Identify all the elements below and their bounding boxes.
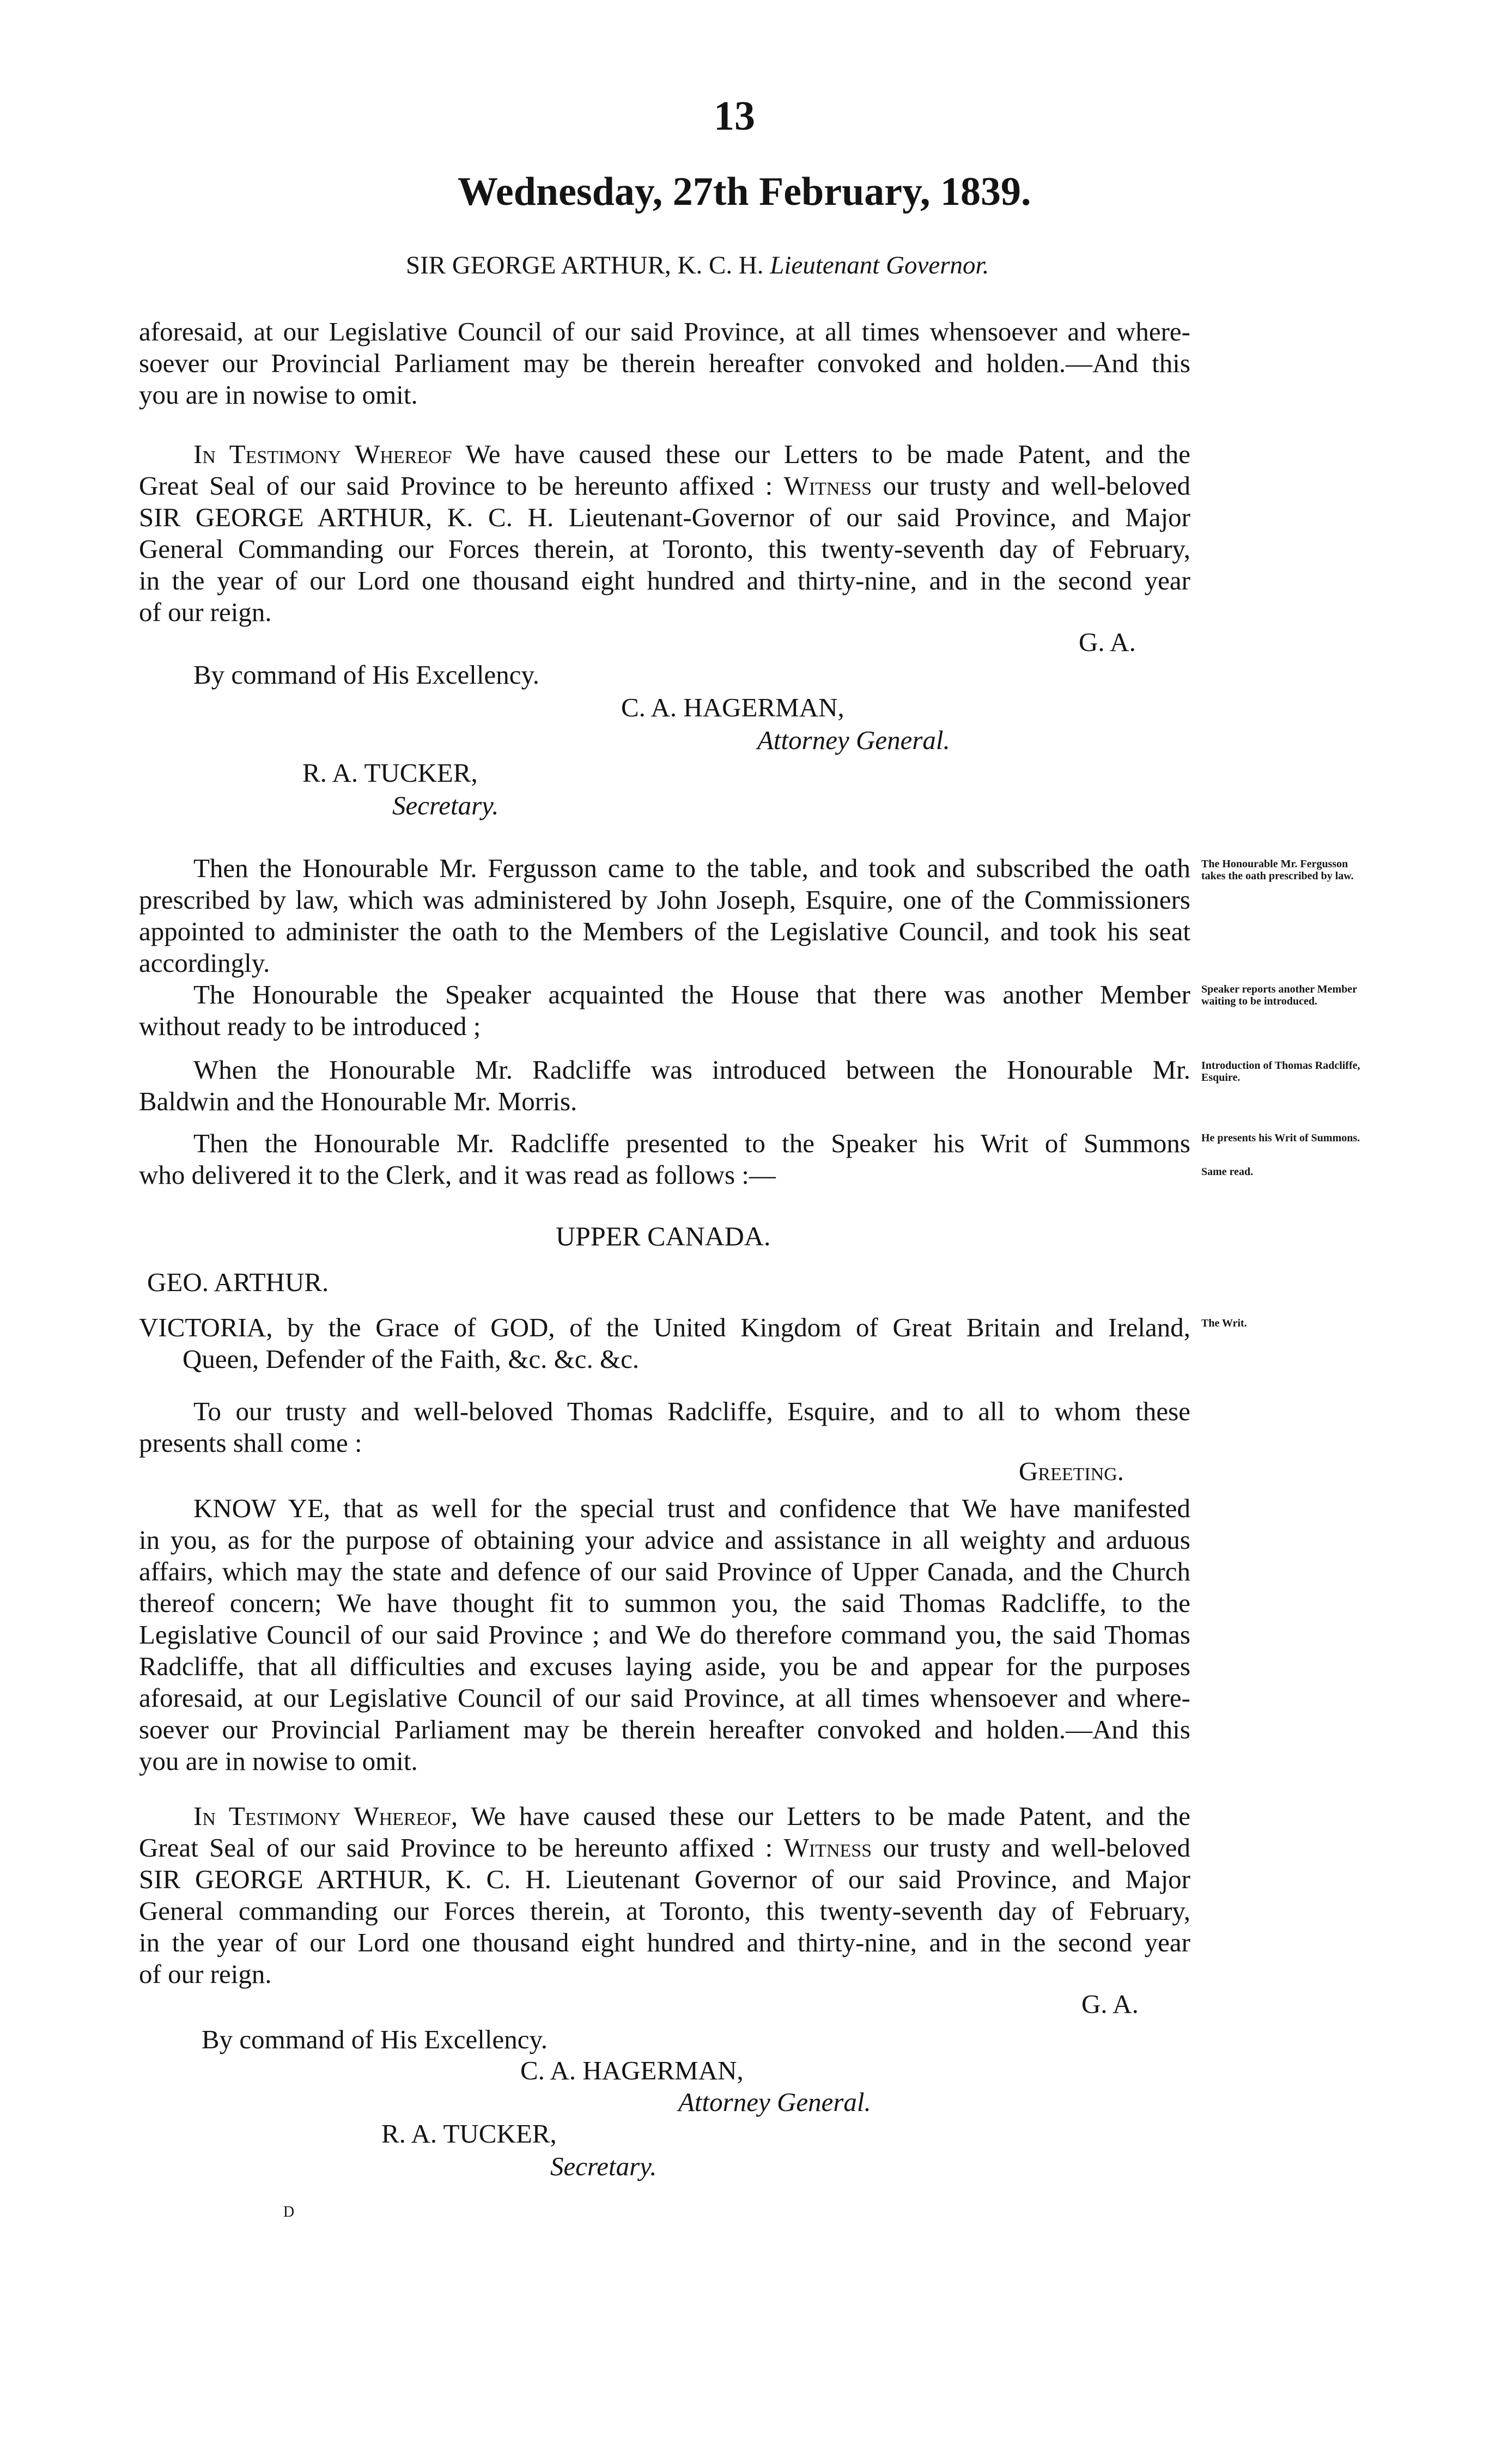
proceedings-line-9: Then the Honourable Mr. Radcliffe presented to the Speaker his Writ of Summons: [193, 1128, 1190, 1158]
proceedings-line-6: without ready to be introduced ;: [139, 1011, 481, 1041]
first-block-line-1: aforesaid, at our Legislative Council of our said Province, at all times whensoever and where-: [139, 317, 1190, 346]
writ-know-line-4: thereof concern; We have thought fit to summon you, the said Thomas Radcliffe, to the: [139, 1588, 1190, 1618]
writ-testimony-line-5: in the year of our Lord one thousand eight hundred and thirty-nine, and in the second year: [139, 1927, 1190, 1957]
first-initials: G. A.: [1079, 627, 1136, 657]
writ-secretary-name: R. A. TUCKER,: [381, 2119, 557, 2149]
writ-know-line-8: soever our Provincial Parliament may be therein hereafter convoked and holden.—And this: [139, 1714, 1190, 1744]
writ-to-line-1: To our trusty and well-beloved Thomas Radcliffe, Esquire, and to all to whom these: [193, 1396, 1190, 1426]
writ-know-line-5: Legislative Council of our said Province ; and We do therefore command you, the said Thomas: [139, 1620, 1190, 1650]
first-attorney-title: Attorney General.: [757, 725, 950, 755]
writ-attorney-name: C. A. HAGERMAN,: [520, 2055, 744, 2085]
first-testimony-line-2: [139, 470, 1190, 501]
proceedings-line-5: The Honourable the Speaker acquainted the House that there was another Member: [193, 979, 1190, 1009]
signature-mark: D: [283, 2204, 295, 2220]
proceedings-line-3: appointed to administer the oath to the Members of the Legislative Council, and took his seat: [139, 916, 1190, 946]
first-by-command: By command of His Excellency.: [193, 660, 540, 690]
writ-witness-label: Witness: [783, 1833, 872, 1863]
first-testimony-line-3: SIR GEORGE ARTHUR, K. C. H. Lieutenant-Governor of our said Province, and Major: [139, 502, 1190, 532]
margin-note-introduction: Introduction of Thomas Radcliffe, Esquire.: [1201, 1060, 1360, 1084]
writ-testimony-line-1: [193, 1800, 1190, 1832]
writ-testimony-text: Great Seal of our said Province to be hereunto affixed :: [139, 1833, 773, 1863]
first-testimony-line-5: in the year of our Lord one thousand eight hundred and thirty-nine, and in the second year: [139, 565, 1190, 595]
testimony-label: In Testimony Whereof: [193, 439, 452, 469]
margin-note-same-read: Same read.: [1201, 1166, 1254, 1178]
margin-note-speaker: Speaker reports another Member waiting to be introduced.: [1201, 983, 1357, 1007]
presiding-line: [406, 251, 989, 280]
writ-attorney-title: Attorney General.: [678, 2087, 871, 2117]
presiding-name: SIR GEORGE ARTHUR, K. C. H.: [406, 251, 764, 279]
witness-label: Witness: [783, 471, 872, 501]
first-attorney-name: C. A. HAGERMAN,: [621, 692, 844, 722]
writ-testimony-label: In Testimony Whereof,: [193, 1801, 458, 1831]
first-secretary-name: R. A. TUCKER,: [302, 758, 478, 788]
writ-victoria-line-1: VICTORIA, by the Grace of GOD, of the United Kingdom of Great Britain and Ireland,: [139, 1312, 1190, 1342]
writ-testimony-line-3: SIR GEORGE ARTHUR, K. C. H. Lieutenant Governor of our said Province, and Major: [139, 1864, 1190, 1894]
testimony-text: We have caused these our Letters to be made Patent, and the: [465, 439, 1190, 469]
writ-know-line-9: you are in nowise to omit.: [139, 1746, 418, 1776]
writ-testimony-line-2: [139, 1832, 1190, 1863]
writ-know-line-7: aforesaid, at our Legislative Council of our said Province, at all times whensoever and where-: [139, 1683, 1190, 1713]
writ-know-line-2: in you, as for the purpose of obtaining your advice and assistance in all weighty and arduous: [139, 1525, 1190, 1555]
writ-know-line-3: affairs, which may the state and defence of our said Province of Upper Canada, and the Church: [139, 1556, 1190, 1586]
proceedings-line-4: accordingly.: [139, 948, 270, 978]
date-heading: Wednesday, 27th February, 1839.: [458, 169, 1031, 214]
writ-heading: UPPER CANADA.: [556, 1221, 771, 1251]
first-testimony-line-4: General Commanding our Forces therein, at Toronto, this twenty-seventh day of February,: [139, 534, 1190, 564]
first-testimony-line-6: of our reign.: [139, 597, 272, 627]
proceedings-line-10: who delivered it to the Clerk, and it was read as follows :—: [139, 1160, 776, 1190]
writ-testimony-line-4: General commanding our Forces therein, at Toronto, this twenty-seventh day of February,: [139, 1896, 1190, 1926]
writ-testimony-text: We have caused these our Letters to be made Patent, and the: [471, 1801, 1190, 1831]
first-secretary-title: Secretary.: [392, 790, 499, 820]
first-testimony-line-1: [193, 439, 1190, 470]
proceedings-line-1: Then the Honourable Mr. Fergusson came to the table, and took and subscribed the oath: [193, 853, 1190, 883]
first-block-line-3: you are in nowise to omit.: [139, 380, 418, 410]
writ-to-line-2: presents shall come :: [139, 1428, 362, 1458]
margin-note-writ-presented: He presents his Writ of Summons.: [1201, 1132, 1360, 1144]
writ-testimony-line-6: of our reign.: [139, 1959, 272, 1989]
writ-know-line-1: KNOW YE, that as well for the special trust and confidence that We have manifested: [193, 1493, 1190, 1523]
writ-victoria-line-2: Queen, Defender of the Faith, &c. &c. &c.: [183, 1344, 640, 1374]
writ-know-line-6: Radcliffe, that all difficulties and excuses laying aside, you be and appear for the purposes: [139, 1651, 1190, 1681]
writ-initials: G. A.: [1081, 1989, 1139, 2019]
margin-note-oath: The Honourable Mr. Fergusson takes the oath prescribed by law.: [1201, 858, 1354, 882]
presiding-title: Lieutenant Governor.: [770, 251, 989, 279]
first-block-line-2: soever our Provincial Parliament may be therein hereafter convoked and holden.—And this: [139, 348, 1190, 378]
writ-greeting: Greeting.: [1019, 1456, 1124, 1486]
testimony-text: Great Seal of our said Province to be hereunto affixed :: [139, 471, 773, 501]
writ-signer: GEO. ARTHUR.: [147, 1267, 329, 1297]
writ-secretary-title: Secretary.: [550, 2151, 657, 2181]
testimony-text: our trusty and well-beloved: [883, 471, 1190, 501]
writ-by-command: By command of His Excellency.: [202, 2024, 548, 2054]
proceedings-line-8: Baldwin and the Honourable Mr. Morris.: [139, 1086, 577, 1116]
margin-note-the-writ: The Writ.: [1201, 1317, 1247, 1329]
page-number: 13: [714, 93, 755, 139]
proceedings-line-7: When the Honourable Mr. Radcliffe was introduced between the Honourable Mr.: [193, 1055, 1190, 1085]
proceedings-line-2: prescribed by law, which was administered by John Joseph, Esquire, one of the Commissioners: [139, 885, 1190, 915]
writ-testimony-text: our trusty and well-beloved: [883, 1833, 1190, 1863]
